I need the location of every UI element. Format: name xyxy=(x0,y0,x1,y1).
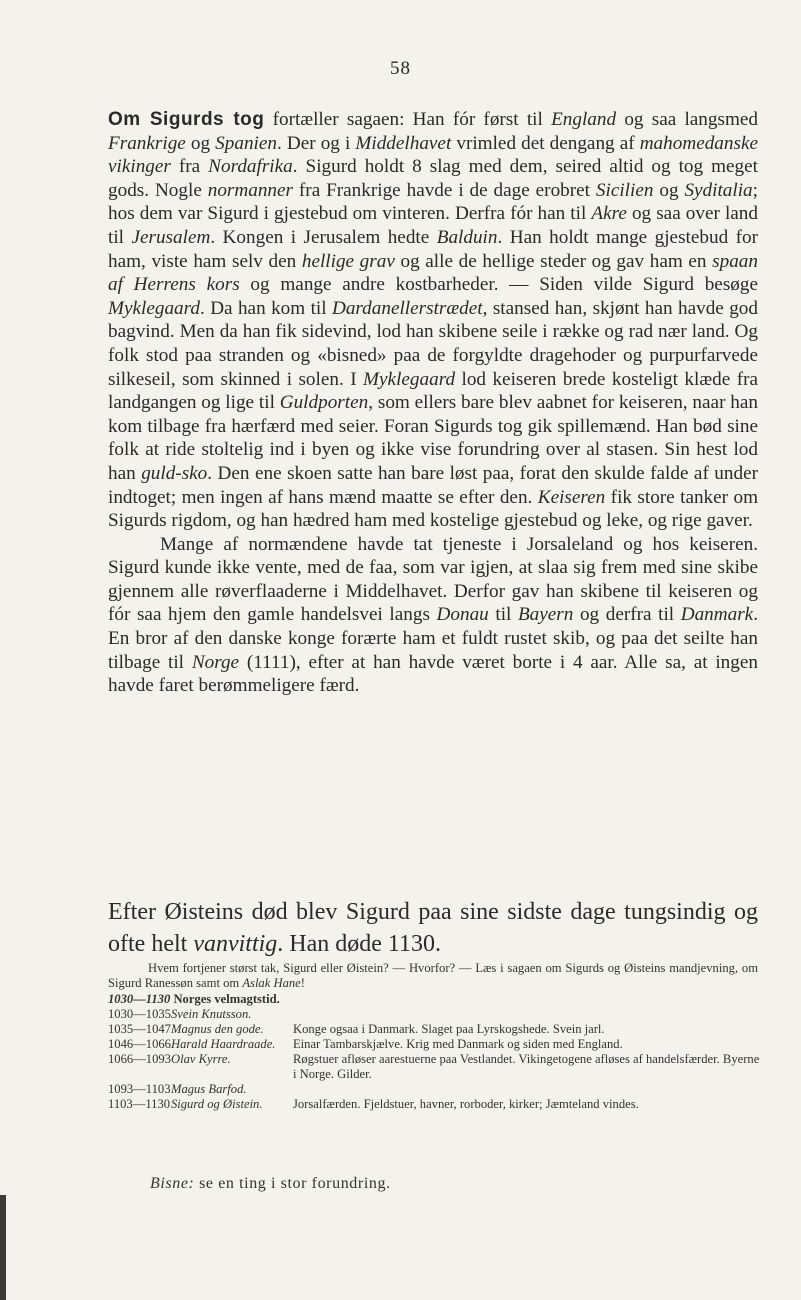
reign-king-text: Olav Kyrre. xyxy=(170,1052,231,1066)
paragraph-sigurds-tog xyxy=(108,108,758,533)
study-questions xyxy=(108,961,758,991)
text-run: . En bror af den danske konge forærte ham et fuldt rustet skib, og paa det seilte han tilbage til xyxy=(108,604,758,673)
reign-years xyxy=(108,1022,171,1037)
footnote-term: Bisne: xyxy=(150,1175,195,1192)
reign-years-text: 1093—1103 xyxy=(108,1082,171,1096)
italic-term: Balduin xyxy=(436,226,498,248)
text-run: ; hos dem var Sigurd i gjestebud om vinteren. Derfra fór han til xyxy=(108,179,758,225)
reign-notes xyxy=(293,1037,760,1052)
text-run: og xyxy=(185,132,216,154)
reign-king xyxy=(171,1052,293,1082)
italic-term: Myklegaard xyxy=(108,297,200,319)
text-run: til xyxy=(488,604,518,626)
period-label: Norges velmagtstid. xyxy=(173,992,280,1006)
text-run: fra xyxy=(170,156,209,178)
italic-term: Dardanellerstrædet xyxy=(331,297,483,319)
reign-years xyxy=(108,1082,171,1097)
reign-row xyxy=(108,1097,760,1112)
reign-notes-text: Jorsalfærden. Fjeldstuer, havner, rorboder, kirker; Jæmteland vindes. xyxy=(292,1097,639,1111)
period-heading xyxy=(108,992,758,1007)
text-run: fortæller sagaen: Han fór først til xyxy=(264,109,552,130)
text-run: og saa over land til xyxy=(108,203,758,248)
section-lead-heading: Om Sigurds tog xyxy=(108,109,265,130)
italic-term: Keiseren xyxy=(537,486,606,508)
text-run: og alle de hellige steder og gav ham en xyxy=(394,250,713,272)
book-spine-edge xyxy=(0,1195,6,1300)
footnote xyxy=(150,1175,391,1193)
text-run: . Han døde 1130. xyxy=(277,931,442,957)
text-run: Hvem fortjener størst tak, Sigurd eller Øistein? — Hvorfor? — Læs i sagaen om Sigurds og Øisteins mandjevning, om Sigurd Ranessøn samt om xyxy=(108,961,758,990)
text-run: og saa langsmed xyxy=(616,109,758,130)
text-run: og mange andre kostbarheder. — Siden vilde Sigurd besøge xyxy=(239,274,758,296)
reign-notes-text: Einar Tambarskjælve. Krig med Danmark og siden med England. xyxy=(292,1037,623,1051)
italic-term: Danmark xyxy=(680,604,754,626)
reign-row xyxy=(108,1052,760,1082)
reign-table xyxy=(108,1007,760,1112)
italic-term: Spanien xyxy=(215,132,277,154)
italic-term: Akre xyxy=(591,203,627,225)
text-run: og derfra til xyxy=(573,604,681,626)
italic-term: Aslak Hane xyxy=(242,976,301,990)
main-text xyxy=(108,108,758,698)
period-years: 1030—1130 xyxy=(108,992,171,1006)
text-run: fik store tanker om Sigurds rigdom, og han hædred ham med kostelige gjestebud og leke, og rige gaver. xyxy=(108,486,758,532)
reign-row xyxy=(108,1082,760,1097)
text-run: . Der og i xyxy=(276,132,356,154)
italic-term: Norge xyxy=(191,651,240,673)
reign-notes xyxy=(293,1022,760,1037)
reign-king-text: Sigurd og Øistein. xyxy=(170,1097,263,1111)
reign-years-text: 1030—1035 xyxy=(108,1007,171,1021)
text-run: og xyxy=(653,179,685,201)
reign-years-text: 1046—1066 xyxy=(108,1037,171,1051)
reign-notes xyxy=(293,1052,760,1082)
text-run: vrimled det dengang af xyxy=(451,132,640,154)
reign-years xyxy=(108,1097,171,1112)
reign-notes-text: Konge ogsaa i Danmark. Slaget paa Lyrskogshede. Svein jarl. xyxy=(292,1022,605,1036)
reign-notes xyxy=(293,1082,760,1097)
reign-years-text: 1066—1093 xyxy=(108,1052,171,1066)
reign-king-text: Harald Haardraade. xyxy=(170,1037,276,1051)
reign-notes xyxy=(293,1097,760,1112)
reign-king xyxy=(171,1082,293,1097)
italic-term: vanvittig xyxy=(193,931,278,957)
reign-years xyxy=(108,1037,171,1052)
text-run: Mange af normændene havde tat tjeneste i Jorsaleland og hos keiseren. Sigurd kunde ikke vente, med de faa, som var igjen, at slaa sig frem med sine skibe gjennem alle røverflaaderne i Middelhavet. Derfor gav han skibene til keiseren og fór saa hjem den gamle handelsvei langs xyxy=(108,533,758,626)
text-run: fra Frankrige havde i de dage erobret xyxy=(293,179,596,201)
italic-term: England xyxy=(551,109,617,130)
reign-king-text: Magnus den gode. xyxy=(170,1022,264,1036)
reign-king xyxy=(171,1097,293,1112)
italic-term: Myklegaard xyxy=(363,368,456,390)
text-run: . Sigurd holdt 8 slag med dem, seired altid og tog meget gods. Nogle xyxy=(108,156,758,201)
text-run: . Han holdt mange gjestebud for ham, viste ham selv den xyxy=(108,226,758,272)
page-number: 58 xyxy=(390,58,411,79)
italic-term: Jerusalem xyxy=(131,226,211,248)
italic-term: hellige grav xyxy=(301,250,395,272)
italic-term: spaan af Herrens kors xyxy=(108,250,758,296)
text-run: . Den ene skoen satte han bare løst paa, forat den skulde falde af under indtoget; men ingen af hans mænd maatte se efter den. xyxy=(108,462,758,508)
text-run: . Kongen i Jerusalem hedte xyxy=(210,226,437,248)
reign-row xyxy=(108,1007,760,1022)
reign-king xyxy=(171,1037,293,1052)
reign-king-text: Magus Barfod. xyxy=(170,1082,247,1096)
text-run: , stansed han, skjønt han havde god bagvind. Men da han fik sidevind, lod han skibene seile i række og rad nær land. Og folk stod paa stranden og «bisned» paa de forgyldte dragehoder og purpurfarvede silkeseil, som skinned i solen. I xyxy=(108,297,758,390)
reign-years-text: 1035—1047 xyxy=(108,1022,171,1036)
text-run: Efter Øisteins død blev Sigurd paa sine sidste dage tungsindig og ofte helt xyxy=(108,899,758,957)
reign-king xyxy=(171,1007,293,1022)
reign-king-text: Svein Knutsson. xyxy=(170,1007,252,1021)
footnote-text: se en ting i stor forundring. xyxy=(194,1175,391,1192)
italic-term: Sicilien xyxy=(595,179,654,201)
reign-years xyxy=(108,1007,171,1022)
reign-notes-text: Røgstuer afløser aarestuerne paa Vestlandet. Vikingetogene afløses af handelsfærder. Byerne i Norge. Gilder. xyxy=(292,1052,760,1081)
text-run: (1111), efter at han havde været borte i 4 aar. Alle sa, at ingen havde faret berømmeligere færd. xyxy=(108,651,758,697)
italic-term: normanner xyxy=(207,179,294,201)
italic-term: Nordafrika xyxy=(208,156,293,178)
closing-paragraph xyxy=(108,896,758,960)
reign-years-text: 1103—1130 xyxy=(108,1097,171,1111)
text-run: . Da han kom til xyxy=(200,297,332,319)
italic-term: Middelhavet xyxy=(355,132,452,154)
italic-term: Syditalia xyxy=(684,179,753,201)
text-run: lod keiseren brede kosteligt klæde fra landgangen og lige til xyxy=(108,368,758,414)
reign-row xyxy=(108,1022,760,1037)
reign-king xyxy=(171,1022,293,1037)
italic-term: Guldporten xyxy=(279,392,369,414)
italic-term: Donau xyxy=(436,604,489,626)
italic-term: Frankrige xyxy=(108,132,186,154)
reign-years xyxy=(108,1052,171,1082)
italic-term: Bayern xyxy=(517,604,574,626)
text-run: ! xyxy=(300,976,305,990)
italic-term: mahomedanske vikinger xyxy=(108,132,758,178)
italic-term: guld-sko xyxy=(141,462,208,484)
reign-notes xyxy=(293,1007,760,1022)
paragraph-normaendene xyxy=(108,533,758,698)
text-run: , som ellers bare blev aabnet for keiseren, naar han kom tilbage fra hærfærd med seier. Foran Sigurds tog gik spillemænd. Han bød sine folk at ride stoltelig ind i byen og ikke vise forundring over al stasen. Sin hest lod han xyxy=(108,392,758,484)
reign-row xyxy=(108,1037,760,1052)
